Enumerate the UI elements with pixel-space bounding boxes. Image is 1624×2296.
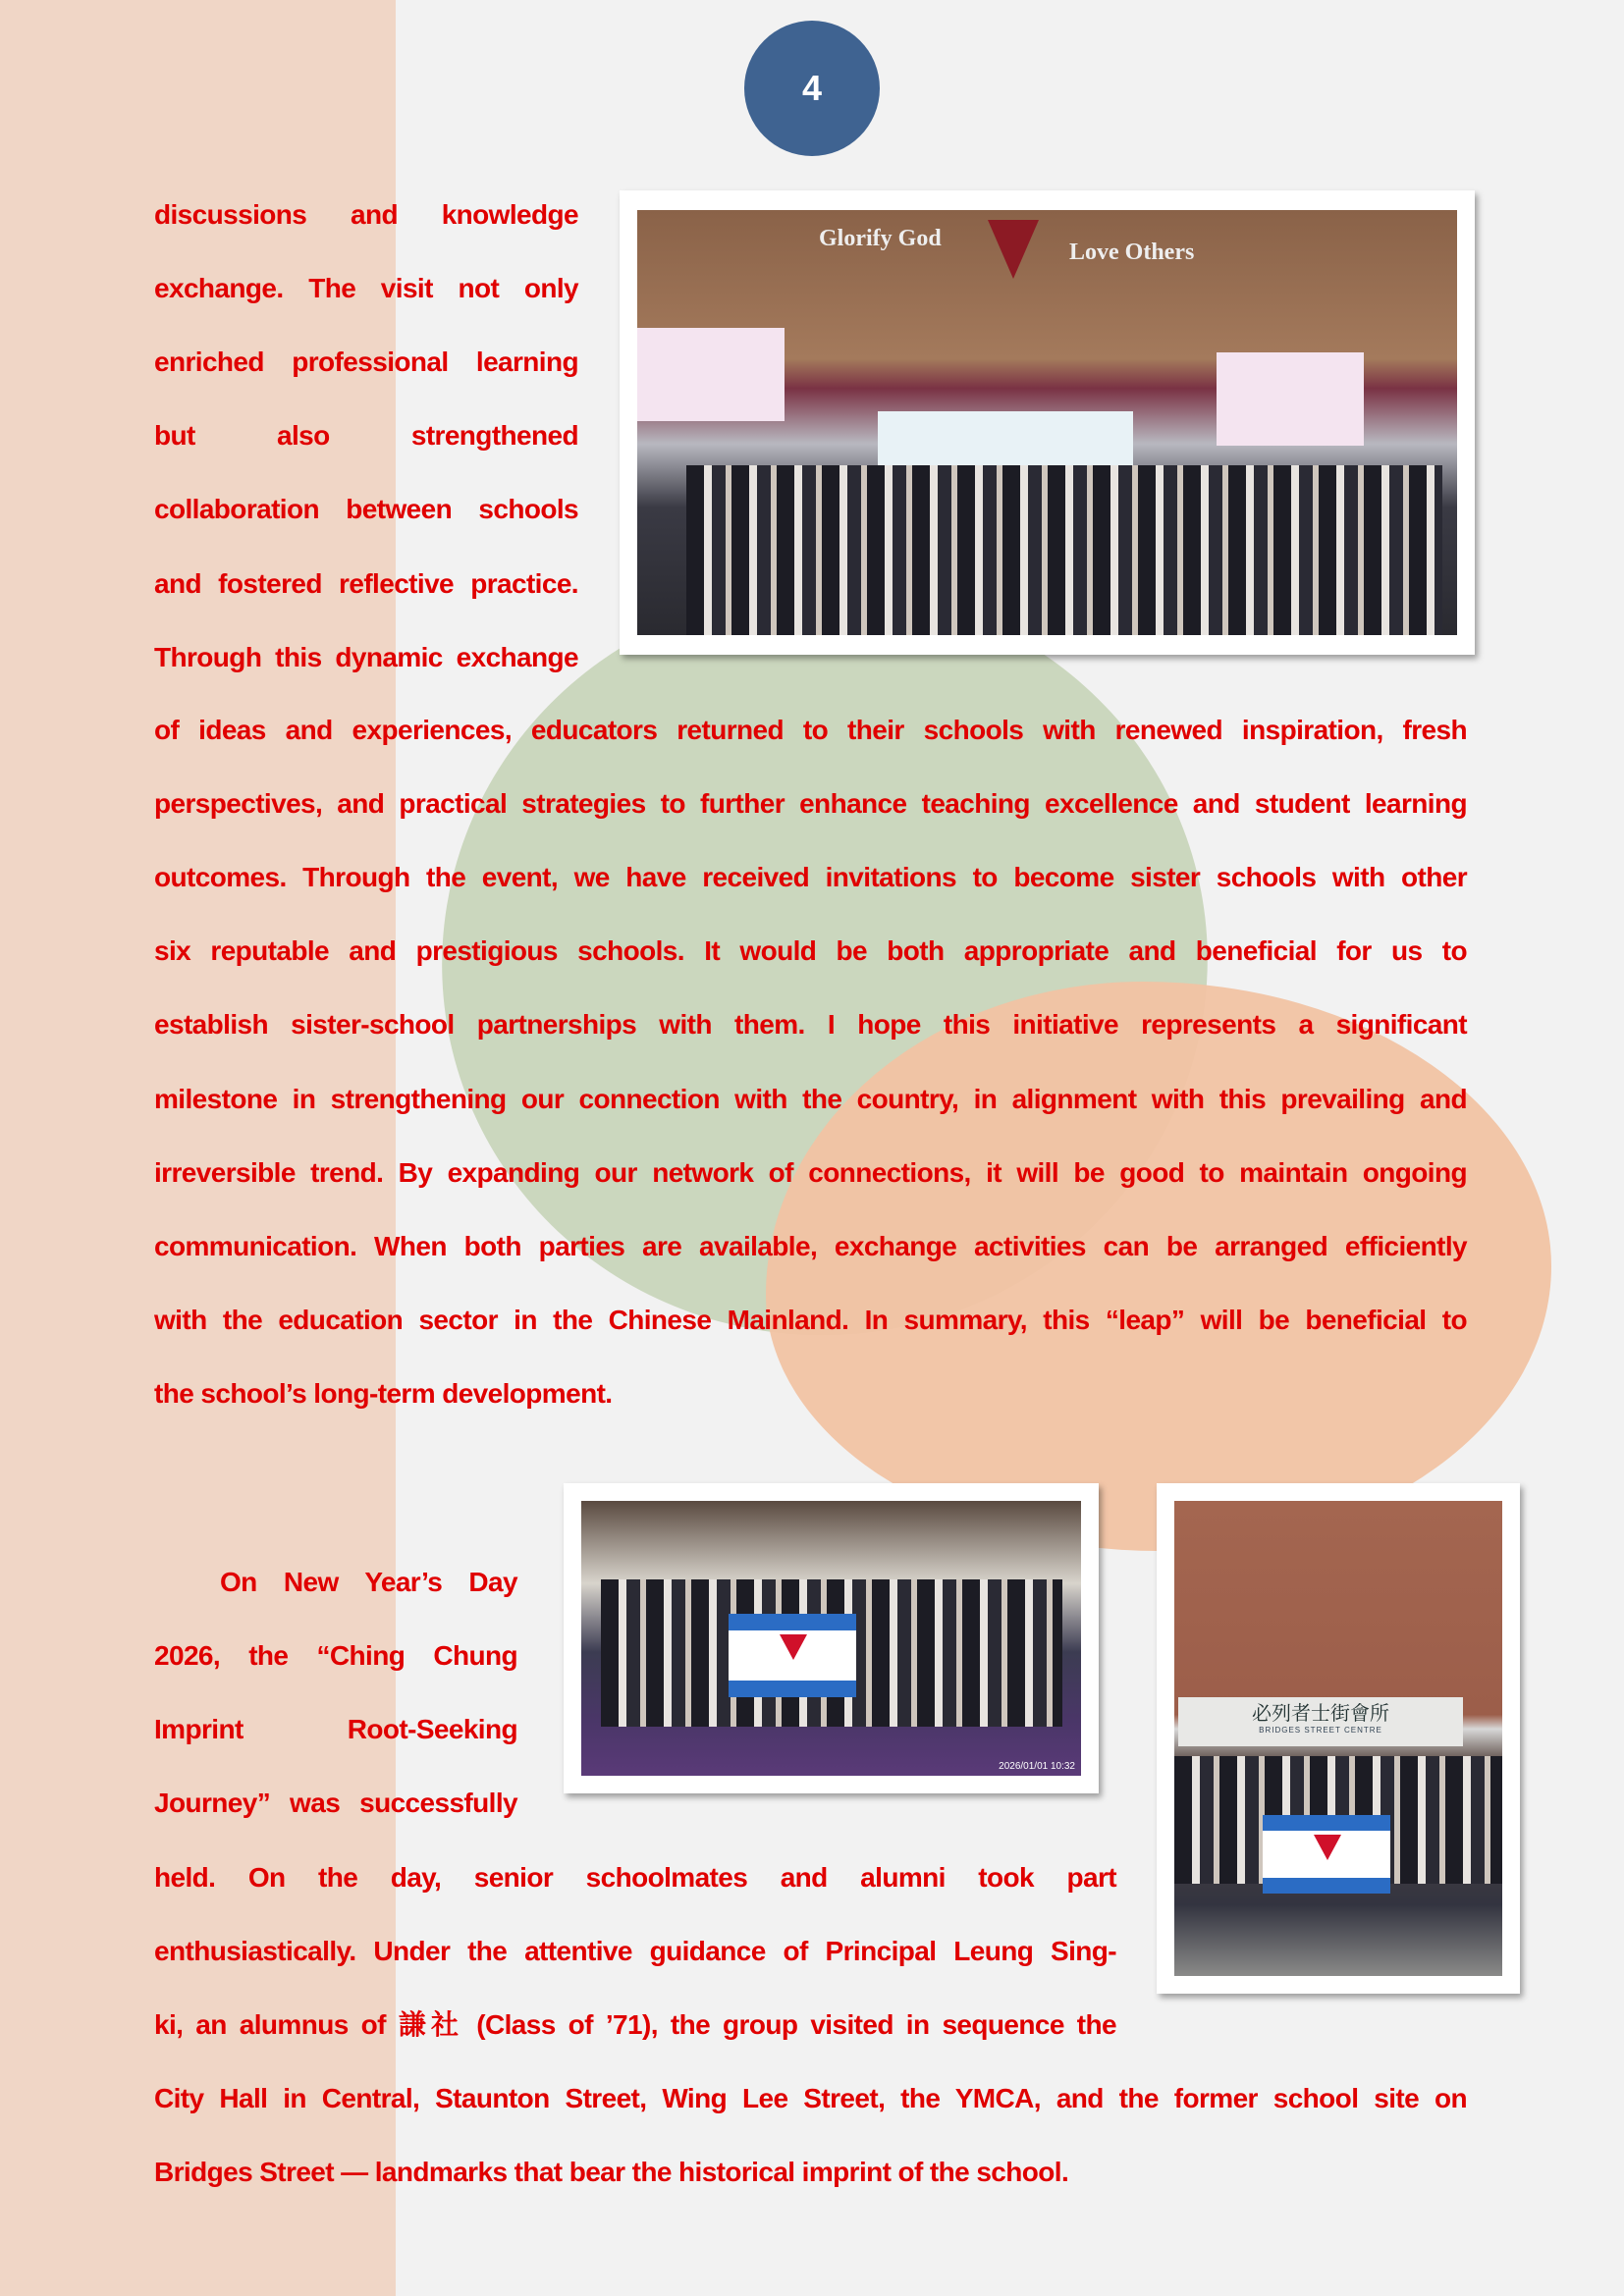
text-line: Journey” was successfully xyxy=(154,1788,517,1819)
ymca-flag xyxy=(1263,1815,1390,1894)
screen-left xyxy=(637,328,785,421)
page-number: 4 xyxy=(801,68,823,108)
text-line: Bridges Street — landmarks that bear the historical imprint of the school. xyxy=(154,2157,1069,2188)
text-line: enthusiastically. Under the attentive guidance of Principal Leung Sing- xyxy=(154,1936,1116,1967)
text-line: 2026, the “Ching Chung xyxy=(154,1640,517,1672)
decorative-orange-blob xyxy=(766,982,1551,1551)
sign-glorify-god: Glorify God xyxy=(819,226,942,251)
text-line: discussions and knowledge xyxy=(154,199,578,230)
text-line: the school’s long-term development. xyxy=(154,1377,613,1409)
text-line: milestone in strengthening our connection with the country, in alignment with this prevailing and xyxy=(154,1083,1467,1114)
photo-timestamp: 2026/01/01 10:32 xyxy=(999,1761,1075,1772)
text-line: Through this dynamic exchange xyxy=(154,641,578,672)
page-number-badge xyxy=(744,21,880,156)
photo-school-hall-group xyxy=(620,190,1475,655)
text-line: enriched professional learning xyxy=(154,347,578,378)
text-line: exchange. The visit not only xyxy=(154,273,578,304)
screen-right xyxy=(1217,352,1364,446)
text-line: six reputable and prestigious schools. It would be both appropriate and beneficial for us to xyxy=(154,935,1467,967)
text-line: irreversible trend. By expanding our network of connections, it will be good to maintain ongoing xyxy=(154,1156,1467,1188)
text-line: City Hall in Central, Staunton Street, Wing Lee Street, the YMCA, and the former school site on xyxy=(154,2083,1467,2113)
text-line: held. On the day, senior schoolmates and alumni took part xyxy=(154,1862,1116,1893)
school-emblem-icon xyxy=(988,220,1039,279)
ymca-flag xyxy=(729,1614,856,1697)
text-line: of ideas and experiences, educators returned to their schools with renewed inspiration, fresh xyxy=(154,715,1467,745)
text-line: establish sister-school partnerships with them. I hope this initiative represents a significant xyxy=(154,1009,1467,1041)
text-line: with the education sector in the Chinese Mainland. In summary, this “leap” will be beneficial to xyxy=(154,1304,1467,1335)
text-line: but also strengthened xyxy=(154,420,578,452)
photo-bridges-street-centre xyxy=(1157,1483,1520,1994)
text-line: On New Year’s Day xyxy=(220,1567,517,1597)
text-line: and fostered reflective practice. xyxy=(154,567,578,599)
text-line: Imprint Root-Seeking xyxy=(154,1714,517,1745)
sign-love-others: Love Others xyxy=(1069,240,1195,265)
text-line: perspectives, and practical strategies to further enhance teaching excellence and student learning xyxy=(154,788,1467,820)
group-of-people xyxy=(686,465,1442,635)
text-line: ki, an alumnus of 謙社 (Class of ’71), the group visited in sequence the xyxy=(154,2009,1116,2041)
text-line: outcomes. Through the event, we have received invitations to become sister schools with other xyxy=(154,862,1467,893)
text-line: communication. When both parties are available, exchange activities can be arranged efficiently xyxy=(154,1230,1467,1261)
banner-chinese: 必列者士街會所 xyxy=(1252,1701,1389,1725)
photo-alumni-group-indoor xyxy=(564,1483,1099,1793)
building-banner xyxy=(1178,1697,1463,1746)
text-line: collaboration between schools xyxy=(154,494,578,525)
banner-english: BRIDGES STREET CENTRE xyxy=(1259,1726,1382,1735)
